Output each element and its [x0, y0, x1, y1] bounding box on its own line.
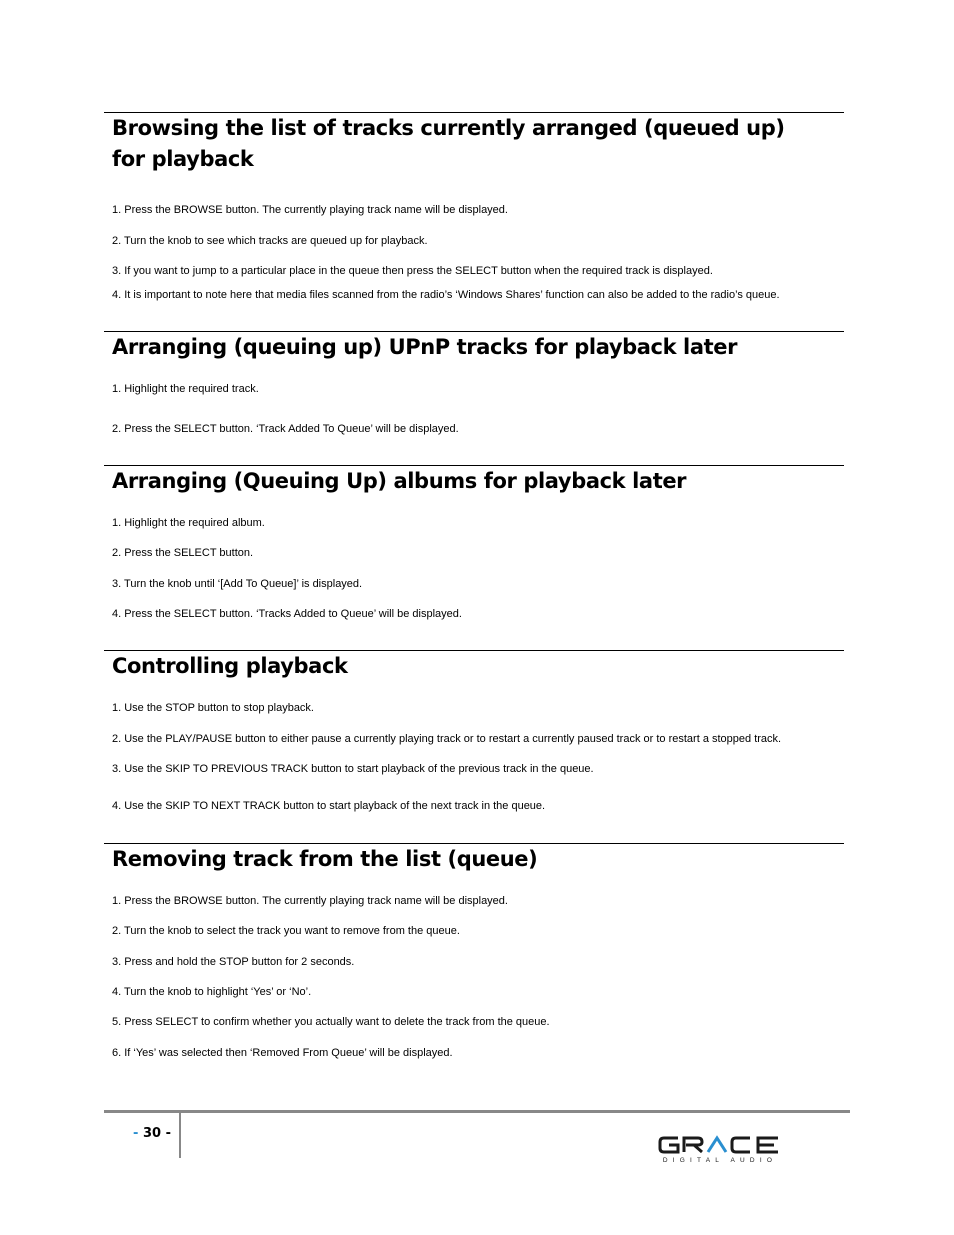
page-number-value: 30	[142, 1126, 162, 1141]
list-item: 3. Turn the knob until ‘[Add To Queue]’ is displayed.	[112, 578, 363, 590]
page-number-prefix: -	[133, 1126, 139, 1141]
footer-divider	[104, 1110, 850, 1113]
list-item: 2. Turn the knob to select the track you want to remove from the queue.	[112, 925, 460, 937]
section-heading-album-queue: Arranging (Queuing Up) albums for playback later	[112, 469, 687, 493]
page-number-suffix: -	[165, 1126, 171, 1141]
list-item: 2. Press the SELECT button.	[112, 547, 254, 559]
list-item: 3. Press and hold the STOP button for 2 seconds.	[112, 956, 355, 968]
list-item: 4. It is important to note here that media files scanned from the radio’s ‘Windows Shares’ function can also be added to the radio’s queue.	[112, 289, 780, 301]
list-item: 1. Highlight the required album.	[112, 517, 265, 529]
list-item: 4. Press the SELECT button. ‘Tracks Added to Queue’ will be displayed.	[112, 608, 462, 620]
logo-tagline: DIGITAL AUDIO	[662, 1157, 778, 1164]
section-heading-browsing-queue: Browsing the list of tracks currently arranged (queued up) for playback	[112, 116, 785, 171]
list-item: 4. Turn the knob to highlight ‘Yes’ or ‘No’.	[112, 986, 312, 998]
list-item: 2. Use the PLAY/PAUSE button to either pause a currently playing track or to restart a currently paused track or to restart a stopped track.	[112, 733, 782, 745]
section-heading-upnp-queue: Arranging (queuing up) UPnP tracks for playback later	[112, 335, 738, 359]
footer-vertical-divider	[179, 1112, 181, 1158]
list-item: 3. If you want to jump to a particular place in the queue then press the SELECT button when the required track is displayed.	[112, 265, 713, 277]
section-heading-controlling-playback: Controlling playback	[112, 654, 348, 678]
page-number	[133, 1126, 171, 1141]
list-item: 4. Use the SKIP TO NEXT TRACK button to start playback of the next track in the queue.	[112, 800, 546, 812]
list-item: 3. Use the SKIP TO PREVIOUS TRACK button to start playback of the previous track in the queue.	[112, 763, 594, 775]
list-item: 6. If ‘Yes’ was selected then ‘Removed From Queue’ will be displayed.	[112, 1047, 453, 1059]
list-item: 1. Highlight the required track.	[112, 383, 259, 395]
list-item: 2. Press the SELECT button. ‘Track Added To Queue’ will be displayed.	[112, 423, 459, 435]
grace-digital-audio-logo	[656, 1131, 784, 1165]
list-item: 5. Press SELECT to confirm whether you actually want to delete the track from the queue.	[112, 1016, 550, 1028]
list-item: 2. Turn the knob to see which tracks are queued up for playback.	[112, 235, 428, 247]
list-item: 1. Press the BROWSE button. The currently playing track name will be displayed.	[112, 895, 508, 907]
section-heading-removing-track: Removing track from the list (queue)	[112, 847, 538, 871]
list-item: 1. Press the BROWSE button. The currently playing track name will be displayed.	[112, 204, 508, 216]
list-item: 1. Use the STOP button to stop playback.	[112, 702, 314, 714]
